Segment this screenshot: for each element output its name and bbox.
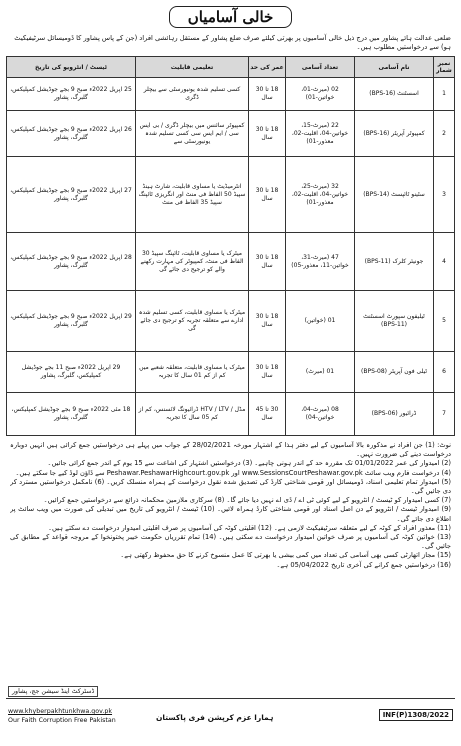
footer-motto: Our Faith Corruption Free Pakistan (8, 717, 116, 724)
cell-sno: 6 (434, 352, 455, 393)
inf-number: INF(P)1308/2022 (379, 709, 453, 721)
table-row (7, 291, 455, 352)
cell-sno: 3 (434, 157, 455, 233)
cell-age: 18 تا 30 سال (249, 233, 286, 291)
header-age: عمر کی حد (249, 57, 286, 78)
note-line: (11) معذور افراد کے کوٹہ کے لیے متعلقہ سرٹیفیکیٹ لازمی ہے۔ (12) اقلیتی کوٹہ کی آسامیوں پر صرف اقلیتی امیدوار درخواست دے سکتے ہیں۔ (48, 523, 451, 532)
note-line: (5) امیدوار تمام تعلیمی اسناد، ڈومیسائل اور قومی شناختی کارڈ کی تصدیق شدہ نقول درخواست کے ہمراہ منسلک کریں۔ (6) نامکمل درخواستیں مسترد کر دی جائیں گی۔ (10, 477, 451, 496)
vacancies-table (6, 56, 455, 436)
cell-test-date: 25 اپریل 2022ء صبح 9 بجے جوڈیشل کمپلیکس، گلبرگ، پشاور (7, 78, 136, 111)
cell-sno: 4 (434, 233, 455, 291)
cell-test-date: 29 اپریل 2022ء صبح 9 بجے جوڈیشل کمپلیکس، گلبرگ، پشاور (7, 291, 136, 352)
cell-qualification: کسی تسلیم شدہ یونیورسٹی سے بیچلر ڈگری (136, 78, 249, 111)
cell-age: 18 تا 30 سال (249, 111, 286, 157)
note-line: نوٹ: (1) جن افراد نے مذکورہ بالا آسامیوں کے لیے دفتر ہذا کے اشتہار مورخہ 28/02/2021 کے جواب میں پہلے ہی درخواستیں جمع کرائی ہیں انہیں دوبارہ درخواست دینے کی ضرورت نہیں۔ (10, 441, 451, 459)
cell-count: 32 (میرٹ-25، خواتین-04، اقلیت-02، معذور-01) (286, 157, 355, 233)
cell-post: ڈرائیور (BPS-06) (355, 393, 434, 436)
cell-qualification: میٹرک یا مساوی قابلیت، متعلقہ شعبے میں کم از کم 01 سال کا تجربہ (136, 352, 249, 393)
footer (6, 698, 455, 745)
cell-post: ٹیلی فون آپریٹر (BPS-08) (355, 352, 434, 393)
cell-qualification: میٹرک یا مساوی قابلیت، ٹائپنگ سپیڈ 30 الفاظ فی منٹ، کمپیوٹر کی مہارت رکھنے والے کو ترجیح دی جائے گی (136, 233, 249, 291)
cell-post: سٹینو ٹائپسٹ (BPS-14) (355, 157, 434, 233)
cell-qualification: مڈل / HTV / LTV ڈرائیونگ لائسنس، کم از کم 05 سال کا تجربہ (136, 393, 249, 436)
note-line: (7) کسی امیدوار کو ٹیسٹ / انٹرویو کے لیے کوئی ٹی اے / ڈی اے نہیں دیا جائے گا۔ (8) سرکاری ملازمین محکمانہ ذرائع سے درخواستیں جمع کرائیں۔ (43, 496, 451, 505)
cell-post: اسسٹنٹ (BPS-16) (355, 78, 434, 111)
cell-count: 01 (میرٹ) (286, 352, 355, 393)
header-count: تعداد آسامی (286, 57, 355, 78)
header-sno: نمبر شمار (434, 57, 455, 78)
cell-sno: 1 (434, 78, 455, 111)
cell-test-date: 29 اپریل 2022ء صبح 11 بجے جوڈیشل کمپلیکس، گلبرگ، پشاور (7, 352, 136, 393)
table-row (7, 352, 455, 393)
cell-age: 18 تا 30 سال (249, 157, 286, 233)
cell-sno: 2 (434, 111, 455, 157)
cell-qualification: کمپیوٹر سائنس میں بیچلر ڈگری / بی ایس سی / ایم ایس سی کسی تسلیم شدہ یونیورسٹی سے (136, 111, 249, 157)
page-title: خالی آسامیاں (169, 6, 293, 28)
cell-age: 18 تا 30 سال (249, 291, 286, 352)
cell-age: 18 تا 30 سال (249, 78, 286, 111)
note-line: (15) مجاز اتھارٹی کسی بھی آسامی کی تعداد میں کمی بیشی یا بھرتی کا عمل منسوخ کرنے کا حق محفوظ رکھتی ہے۔ (120, 551, 451, 560)
cell-age: 30 تا 45 سال (249, 393, 286, 436)
header-qualification: تعلیمی قابلیت (136, 57, 249, 78)
cell-qualification: میٹرک یا مساوی قابلیت، کسی تسلیم شدہ ادارے سے متعلقہ تجربہ کو ترجیح دی جائے گی (136, 291, 249, 352)
cell-post: ٹیلیفون سپورٹ اسسٹنٹ (BPS-11) (355, 291, 434, 352)
table-header-row (7, 57, 455, 78)
table-row (7, 111, 455, 157)
cell-count: 08 (میرٹ-04، خواتین-04) (286, 393, 355, 436)
table-row (7, 233, 455, 291)
note-line: (4) درخواست فارم ویب سائٹ www.SessionsCourtPeshawar.gov.pk اور Peshawar.PeshawarHighcourt.gov.pk سے ڈاؤن لوڈ کیے جا سکتے ہیں۔ (15, 468, 451, 477)
header-post: نام آسامی (355, 57, 434, 78)
note-line: (9) امیدوار ٹیسٹ / انٹرویو کے دن اصل اسناد اور قومی شناختی کارڈ ہمراہ لائیں۔ (10) ٹیسٹ / انٹرویو کی تاریخ میں تبدیلی کی صورت میں ویب سائٹ پر اطلاع دی جائے گی۔ (10, 505, 451, 523)
cell-count: 02 (میرٹ-01، خواتین-01) (286, 78, 355, 111)
cell-count: 01 (خواتین) (286, 291, 355, 352)
cell-count: 22 (میرٹ-15، خواتین-04، اقلیت-02، معذور-01) (286, 111, 355, 157)
cell-test-date: 26 اپریل 2022ء صبح 9 بجے جوڈیشل کمپلیکس، گلبرگ، پشاور (7, 111, 136, 157)
header-test-date: ٹیسٹ / انٹرویو کی تاریخ (7, 57, 136, 78)
intro-paragraph: ضلعی عدالت ہائے پشاور میں درج ذیل خالی آسامیوں پر بھرتی کیلئے صرف ضلع پشاور کے مستقل رہائشی افراد (جن کے پاس پشاور کا ڈومیسائل سرٹیفیکیٹ ہو) سے درخواستیں مطلوب ہیں۔ (14, 34, 451, 51)
signature-block: ڈسٹرکٹ اینڈ سیشن جج، پشاور (8, 686, 98, 697)
note-line: (2) امیدوار کی عمر 01/01/2022 تک مقررہ حد کے اندر ہونی چاہیے۔ (3) درخواستیں اشتہار کی اشاعت سے 15 یوم کے اندر جمع کرائی جائیں۔ (47, 459, 451, 468)
cell-test-date: 28 اپریل 2022ء صبح 9 بجے جوڈیشل کمپلیکس، گلبرگ، پشاور (7, 233, 136, 291)
note-line: (13) خواتین کوٹہ کی آسامیوں پر صرف خواتین امیدوار درخواست دے سکتی ہیں۔ (14) تمام تقرریاں حکومت خیبر پختونخوا کے مروجہ قواعد کے مطابق کی جائیں گی۔ (10, 533, 451, 551)
note-line: (16) درخواستیں جمع کرانے کی آخری تاریخ 05/04/2022 ہے۔ (276, 560, 451, 569)
cell-sno: 5 (434, 291, 455, 352)
cell-post: جونیئر کلرک (BPS-11) (355, 233, 434, 291)
cell-count: 47 (میرٹ-31، خواتین-11، معذور-05) (286, 233, 355, 291)
cell-age: 18 تا 30 سال (249, 352, 286, 393)
cell-test-date: 18 مئی 2022ء صبح 9 بجے جوڈیشل کمپلیکس، گلبرگ، پشاور (7, 393, 136, 436)
table-row (7, 393, 455, 436)
cell-qualification: انٹرمیڈیٹ یا مساوی قابلیت، شارٹ ہینڈ سپیڈ 50 الفاظ فی منٹ اور انگریزی ٹائپنگ سپیڈ 35 الفاظ فی منٹ (136, 157, 249, 233)
table-row (7, 78, 455, 111)
header (6, 6, 455, 28)
footer-slogan: ہمارا عزم کرپشن فری پاکستان (156, 713, 274, 722)
cell-post: کمپیوٹر آپریٹر (BPS-16) (355, 111, 434, 157)
table-row (7, 157, 455, 233)
footer-links (8, 707, 116, 725)
notes-section (10, 441, 451, 641)
website-link[interactable]: www.khyberpakhtunkhwa.gov.pk (8, 708, 113, 715)
cell-test-date: 27 اپریل 2022ء صبح 9 بجے جوڈیشل کمپلیکس، گلبرگ، پشاور (7, 157, 136, 233)
cell-sno: 7 (434, 393, 455, 436)
